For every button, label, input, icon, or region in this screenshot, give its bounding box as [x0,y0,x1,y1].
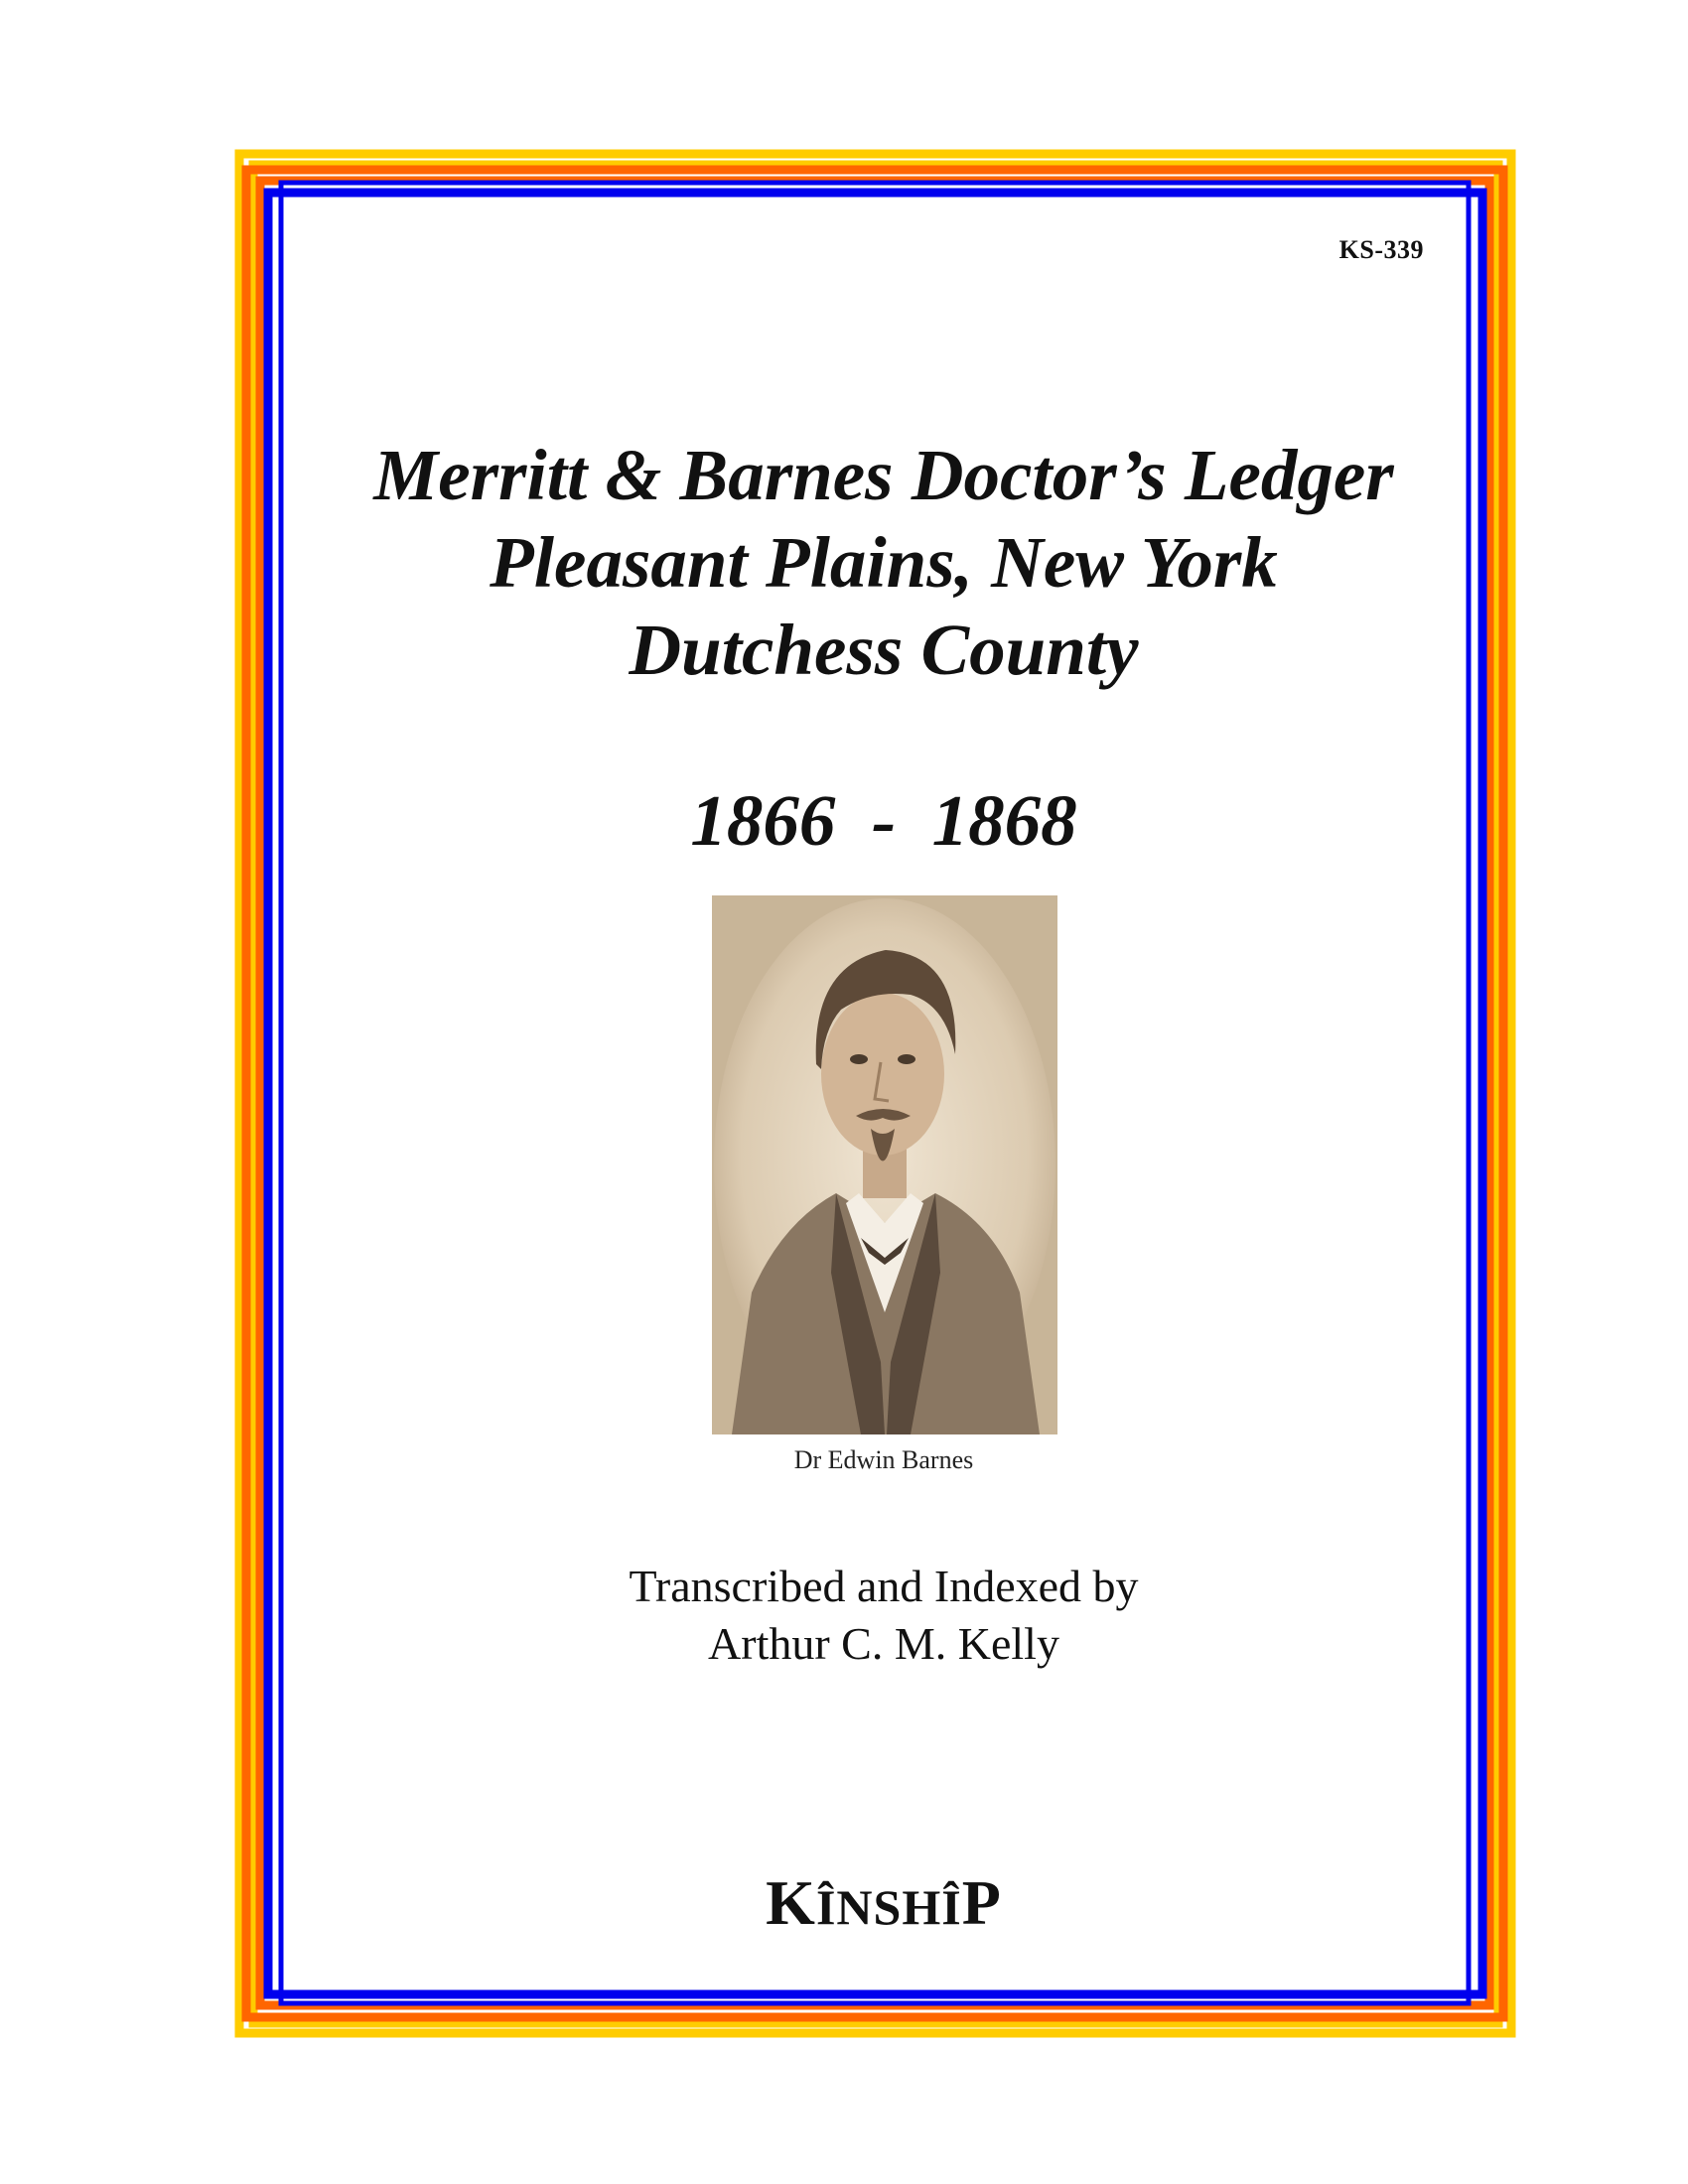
title-line-2: Pleasant Plains, New York [490,522,1278,603]
kinship-logo: KÎNSHÎP [766,1867,1002,1938]
catalog-code: KS-339 [1338,235,1424,264]
photo-caption: Dr Edwin Barnes [793,1445,974,1474]
year-range: 1866 - 1868 [690,780,1077,861]
credit-line-2: Arthur C. M. Kelly [708,1618,1059,1669]
portrait-photo [712,895,1057,1434]
title-line-3: Dutchess County [629,610,1139,690]
title-line-1: Merritt & Barnes Doctor’s Ledger [373,435,1394,515]
credit-line-1: Transcribed and Indexed by [629,1561,1139,1611]
